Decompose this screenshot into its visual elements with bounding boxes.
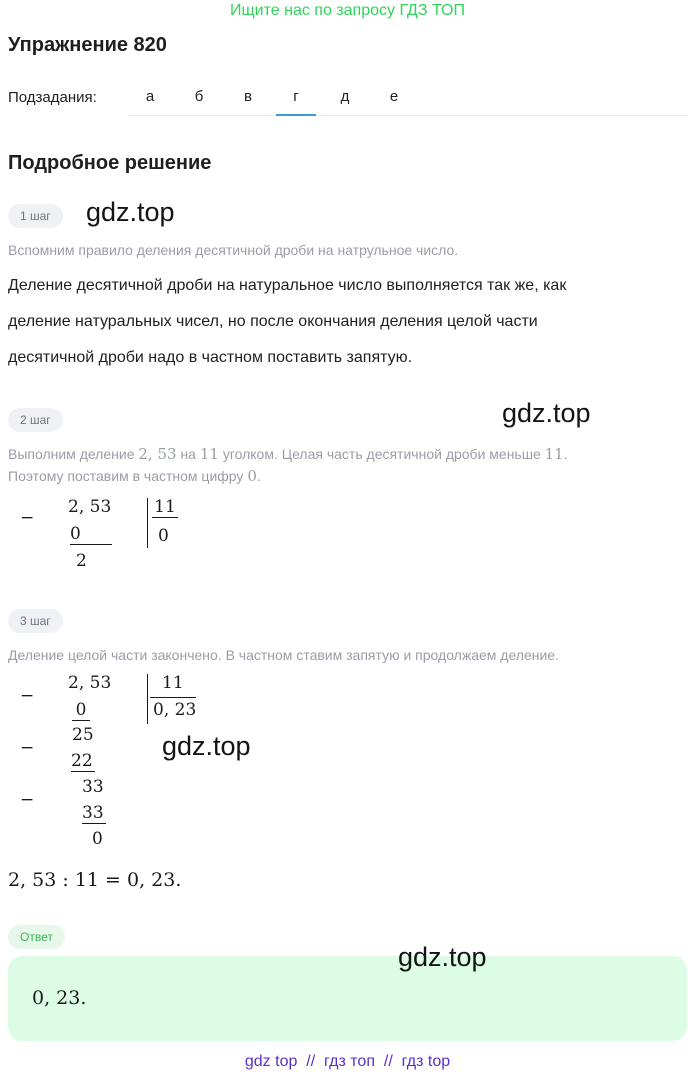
watermark: gdz.top bbox=[86, 197, 175, 227]
answer-box bbox=[8, 956, 687, 1041]
rule-line: деление натуральных чисел, но после окончания деления целой части bbox=[8, 313, 538, 330]
long-division bbox=[8, 496, 208, 576]
subtrahend: 22 bbox=[71, 751, 95, 772]
subtrahend: 33 bbox=[82, 803, 106, 824]
search-banner: Ищите нас по запросу ГДЗ ТОП bbox=[230, 2, 465, 19]
subtrahend: 0 bbox=[72, 700, 90, 721]
long-division bbox=[8, 672, 228, 852]
answer-value: 0, 23. bbox=[32, 987, 87, 1009]
step-badge: 2 шаг bbox=[8, 408, 63, 432]
minus-sign: − bbox=[20, 790, 35, 810]
dividend: 2, 53 bbox=[68, 673, 112, 693]
division-bar bbox=[147, 498, 148, 548]
remainder: 0 bbox=[92, 829, 103, 849]
solution-heading: Подробное решение bbox=[8, 152, 212, 174]
subtasks-label: Подзадания: bbox=[8, 89, 97, 106]
watermark: gdz.top bbox=[398, 942, 487, 972]
dividend: 2, 53 bbox=[68, 497, 112, 517]
tab-b[interactable]: б bbox=[194, 88, 204, 105]
remainder: 33 bbox=[82, 777, 104, 797]
remainder: 25 bbox=[72, 725, 94, 745]
watermark: gdz.top bbox=[502, 398, 591, 428]
subtask-tabs bbox=[128, 78, 688, 116]
step-hint: Поэтому поставим в частном цифру 0. bbox=[8, 467, 261, 485]
tab-e[interactable]: е bbox=[389, 88, 399, 105]
division-bar bbox=[147, 674, 148, 724]
tab-g[interactable]: г bbox=[276, 88, 316, 116]
step-hint: Деление целой части закончено. В частном ставим запятую и продолжаем деление. bbox=[8, 647, 559, 663]
divisor: 11 bbox=[162, 673, 184, 693]
rule-line: Деление десятичной дроби на натуральное число выполняется так же, как bbox=[8, 277, 567, 294]
remainder: 2 bbox=[76, 551, 87, 571]
tab-v[interactable]: в bbox=[244, 88, 252, 105]
quotient: 0, 23 bbox=[153, 700, 197, 720]
minus-sign: − bbox=[20, 738, 35, 758]
step-badge: 3 шаг bbox=[8, 609, 63, 633]
tab-d[interactable]: д bbox=[340, 88, 350, 105]
page-title: Упражнение 820 bbox=[8, 34, 167, 56]
watermark: gdz.top bbox=[162, 731, 251, 761]
rule-line: десятичной дроби надо в частном поставить запятую. bbox=[8, 349, 413, 366]
result-equation: 2, 53 : 11 = 0, 23. bbox=[8, 869, 182, 891]
step-badge: 1 шаг bbox=[8, 204, 63, 228]
answer-badge: Ответ bbox=[8, 925, 65, 949]
footer-links[interactable]: gdz top // гдз топ // гдз top bbox=[244, 1053, 451, 1070]
minus-sign: − bbox=[20, 508, 35, 528]
step-hint: Вспомним правило деления десятичной дроби на натрульное число. bbox=[8, 242, 459, 258]
quotient: 0 bbox=[158, 526, 169, 546]
step-hint: Выполним деление 2, 53 на 11 уголком. Целая часть десятичной дроби меньше 11. bbox=[8, 445, 568, 463]
divisor-line bbox=[150, 697, 196, 698]
subtrahend: 0 bbox=[70, 524, 112, 545]
minus-sign: − bbox=[20, 686, 35, 706]
divisor: 11 bbox=[152, 497, 178, 518]
tab-a[interactable]: а bbox=[145, 88, 155, 105]
